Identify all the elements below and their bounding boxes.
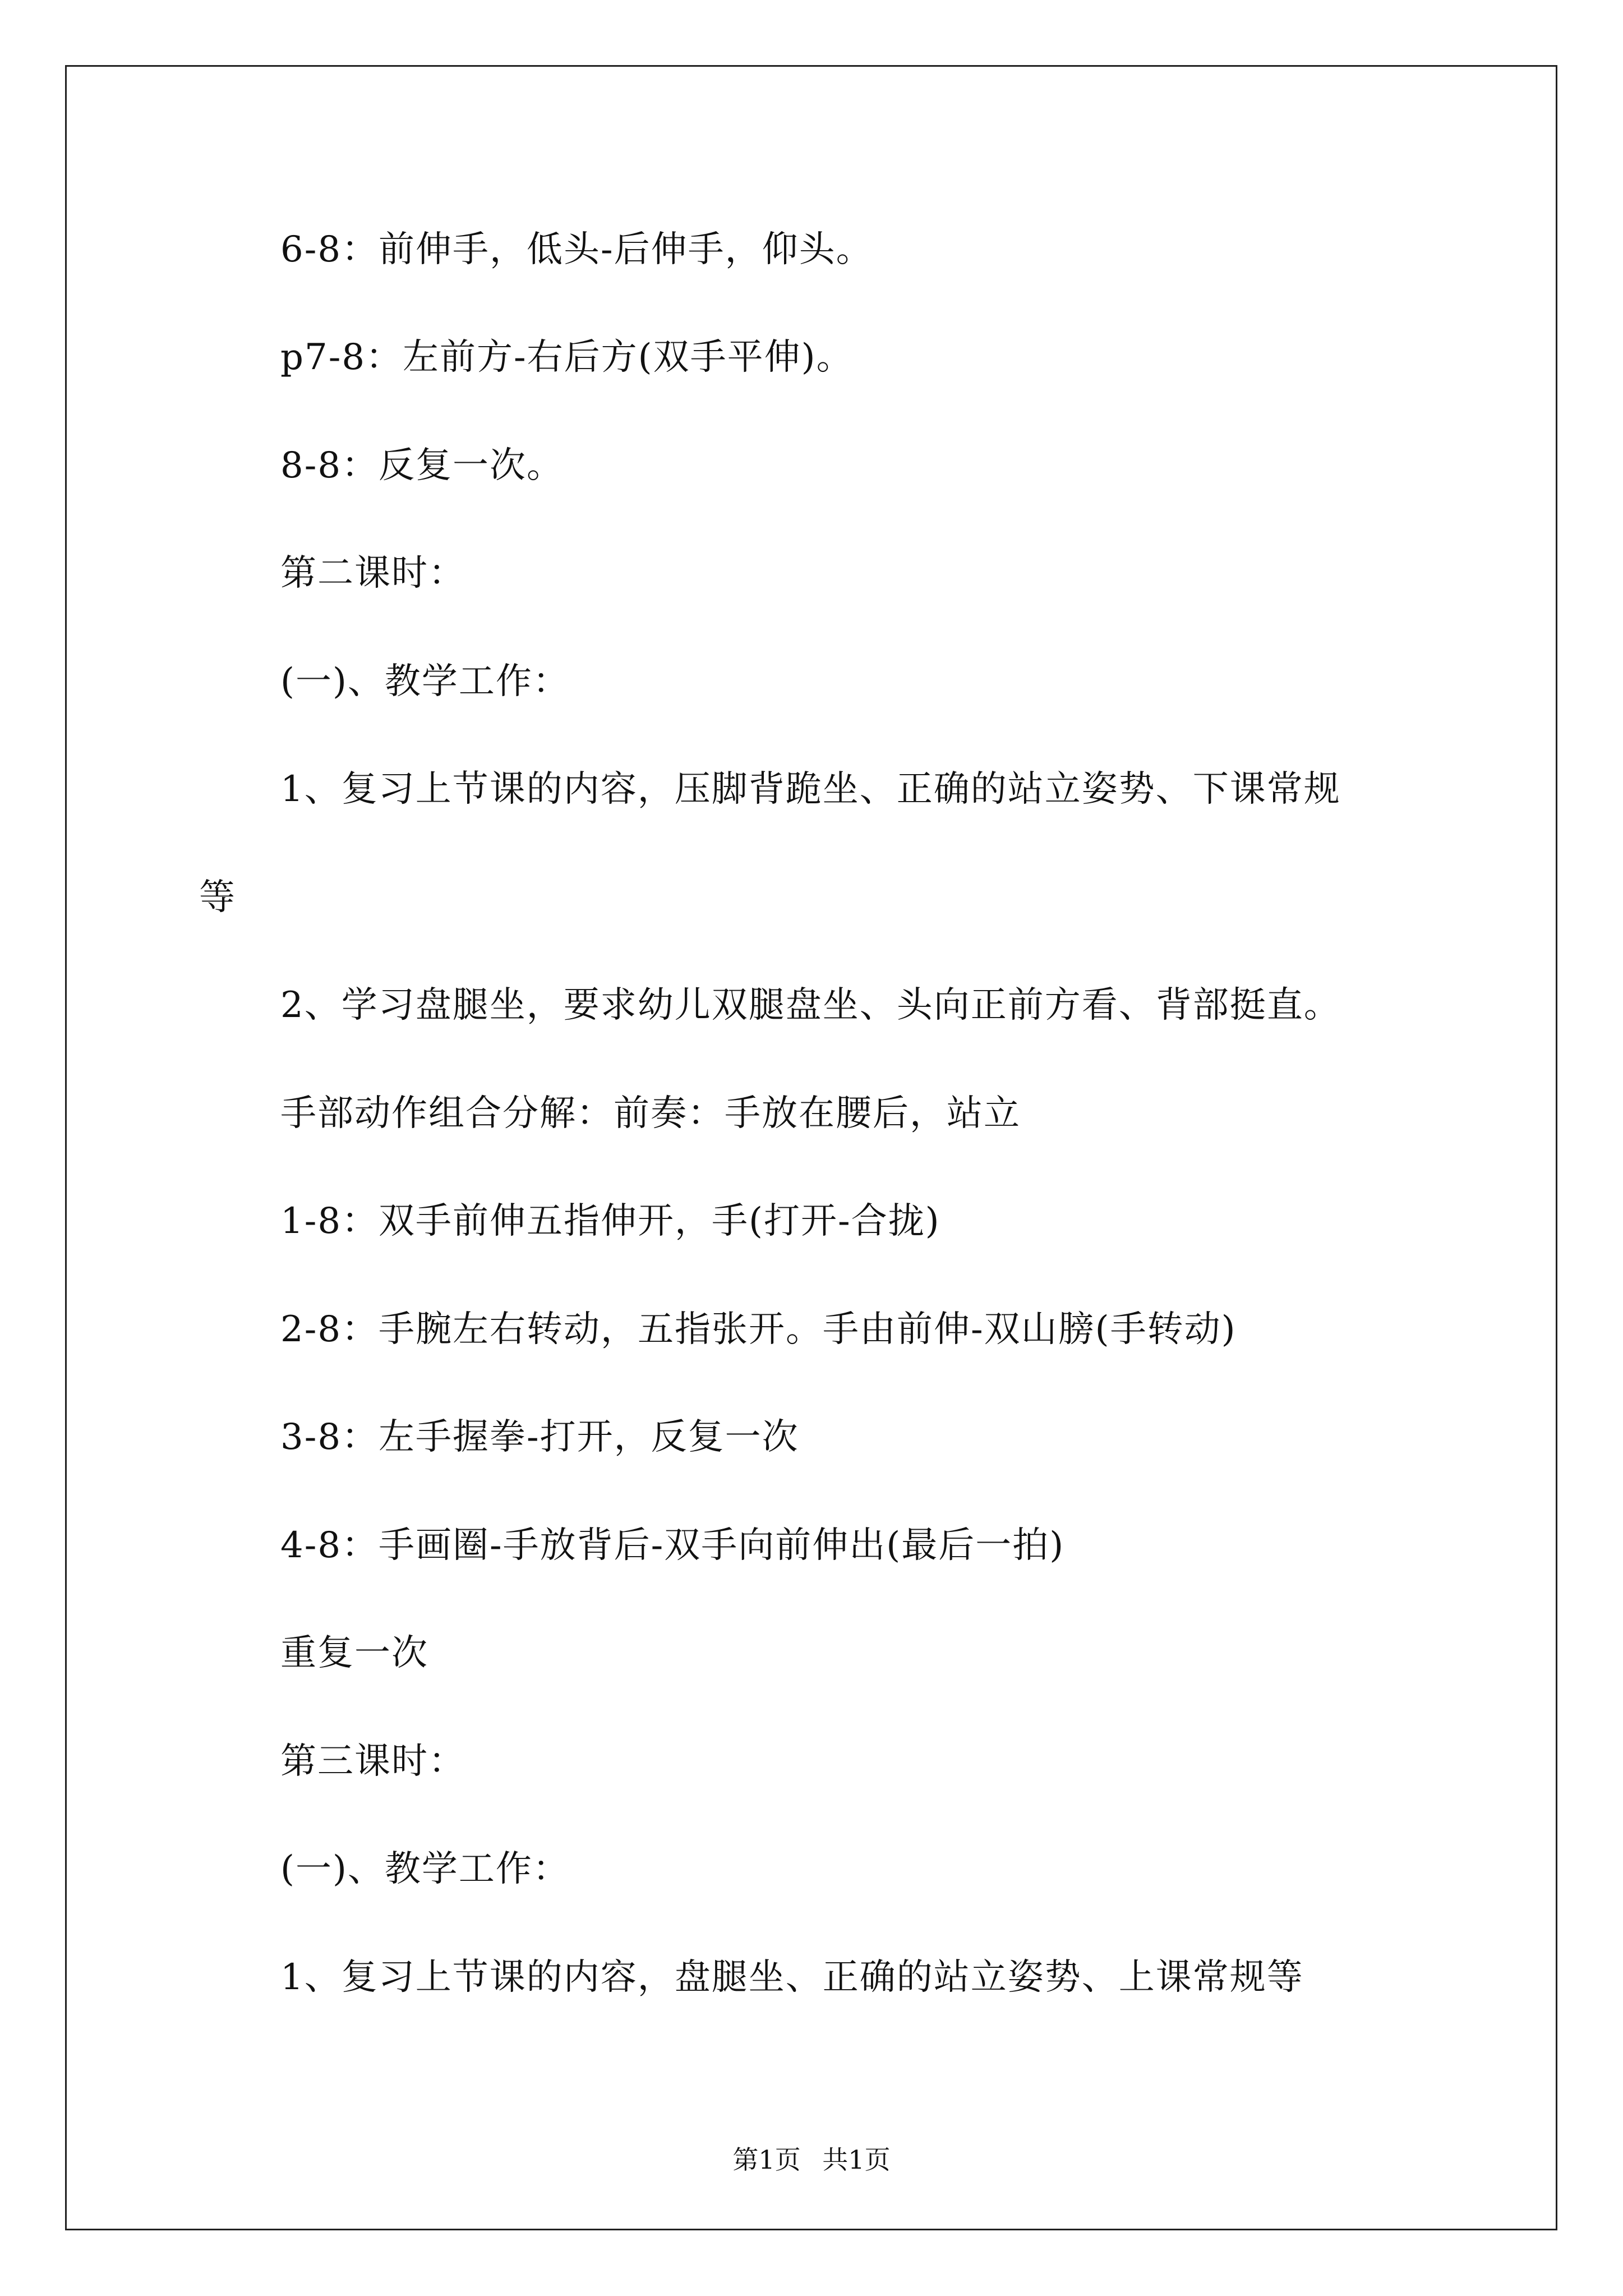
text-line: 2-8：手腕左右转动，五指张开。手由前伸-双山膀(手转动) [280, 1309, 1237, 1350]
text-line: 1-8：双手前伸五指伸开，手(打开-合拢) [280, 1200, 940, 1242]
text-line: 3-8：左手握拳-打开，反复一次 [280, 1416, 799, 1458]
page-footer: 第1页 共1页 [732, 2145, 891, 2175]
text-line-continuation: 等 [199, 877, 236, 918]
text-line: 手部动作组合分解：前奏：手放在腰后，站立 [280, 1093, 1021, 1134]
text-line: 重复一次 [280, 1632, 428, 1674]
section-heading: 第二课时： [280, 553, 465, 594]
section-heading: 第三课时： [280, 1741, 465, 1782]
text-line: p7-8：左前方-右后方(双手平伸)。 [280, 337, 854, 378]
subsection-heading: (一)、教学工作： [280, 1848, 570, 1890]
text-line: 8-8：反复一次。 [280, 445, 564, 486]
text-line: 1、复习上节课的内容，压脚背跪坐、正确的站立姿势、下课常规 [280, 769, 1341, 810]
text-line: 4-8：手画圈-手放背后-双手向前伸出(最后一拍) [280, 1525, 1065, 1566]
text-line: 2、学习盘腿坐，要求幼儿双腿盘坐、头向正前方看、背部挺直。 [280, 984, 1341, 1026]
text-line: 6-8：前伸手，低头-后伸手，仰头。 [280, 229, 873, 270]
subsection-heading: (一)、教学工作： [280, 661, 570, 702]
text-line: 1、复习上节课的内容，盘腿坐、正确的站立姿势、上课常规等 [280, 1957, 1304, 1998]
page-border [65, 65, 1557, 2230]
